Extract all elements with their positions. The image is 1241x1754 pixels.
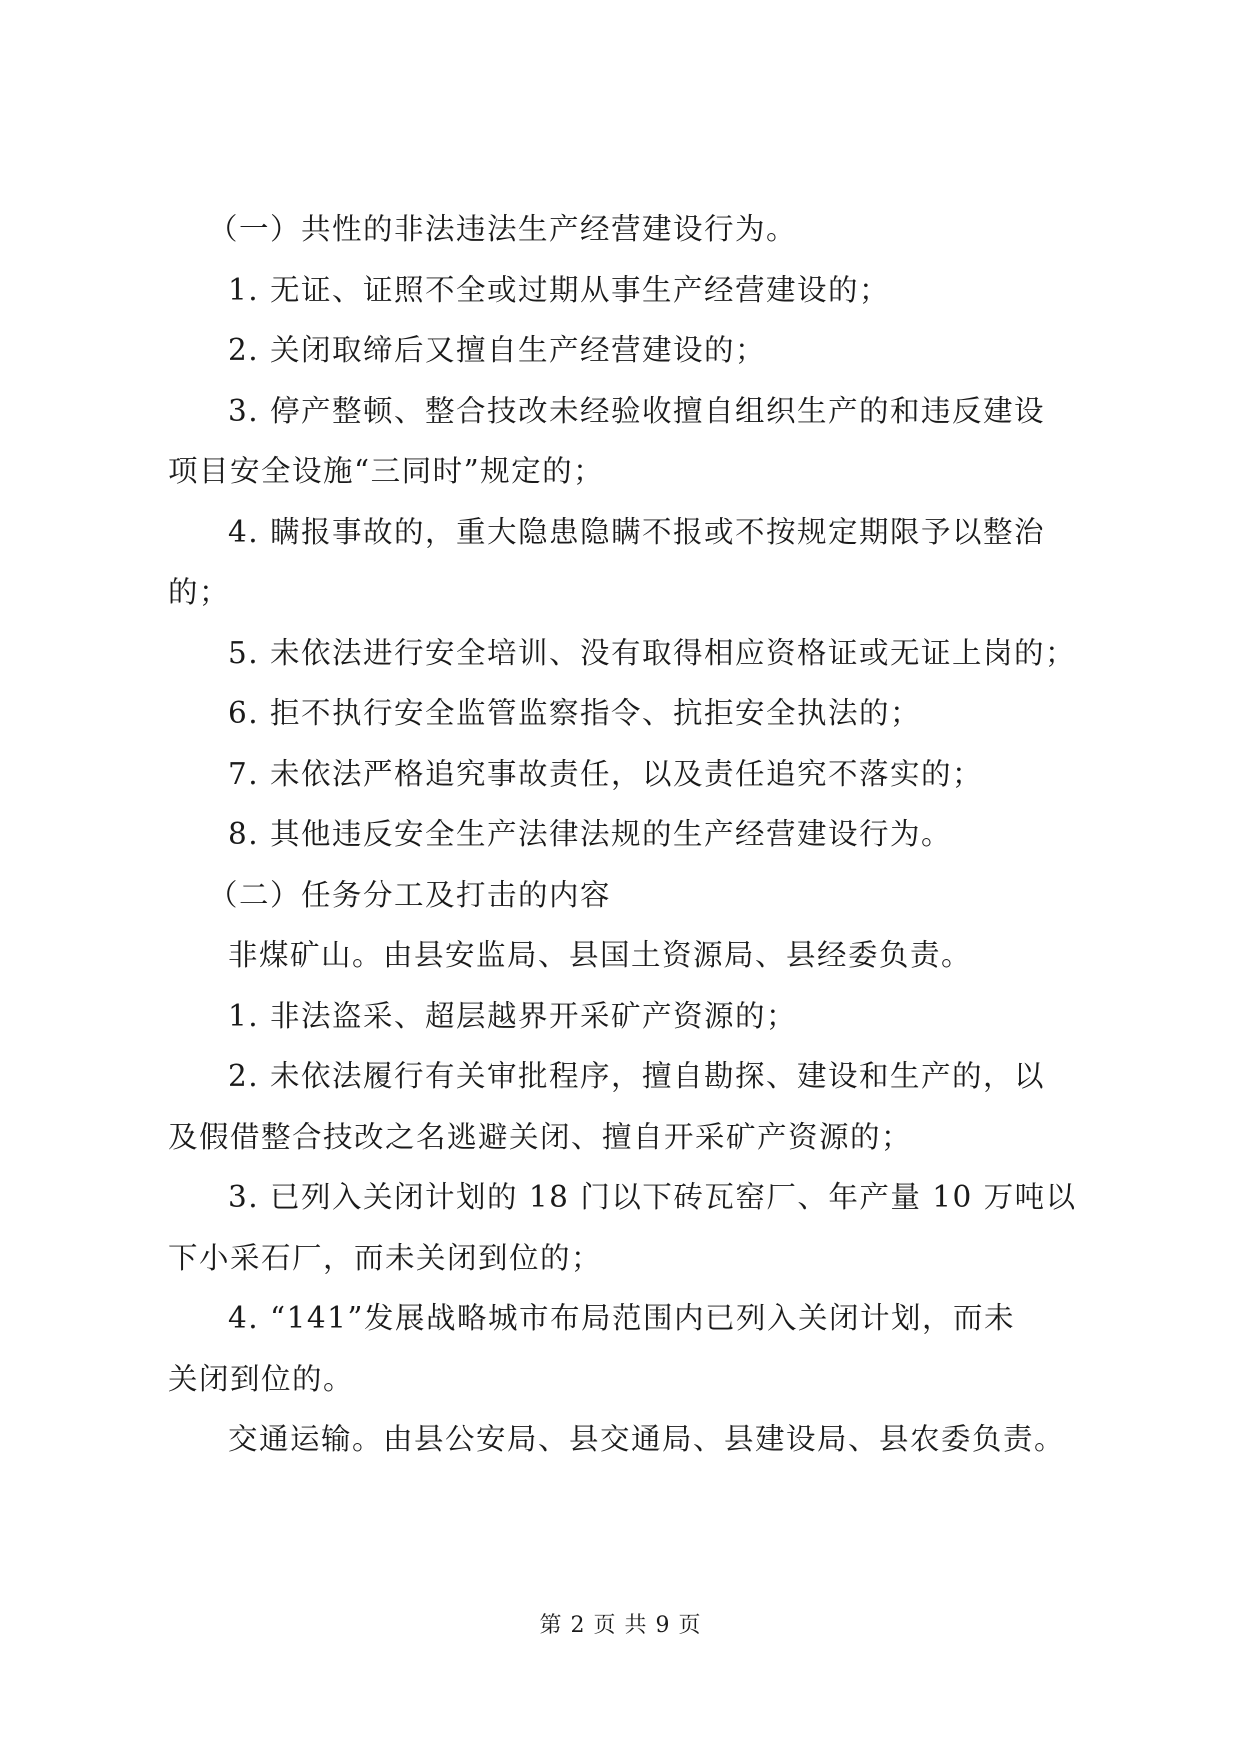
text-line: 3. 已列入关闭计划的 18 门以下砖瓦窑厂、年产量 10 万吨以: [228, 1180, 1077, 1214]
page-footer: 第 2 页 共 9 页: [539, 1613, 702, 1638]
text-line: 非煤矿山。由县安监局、县国土资源局、县经委负责。: [228, 938, 973, 972]
text-line: 项目安全设施“三同时”规定的；: [168, 454, 605, 488]
text-line: 1. 无证、证照不全或过期从事生产经营建设的；: [228, 272, 891, 307]
text-line: 5. 未依法进行安全培训、没有取得相应资格证或无证上岗的；: [228, 635, 1077, 670]
text-line: 6. 拒不执行安全监管监察指令、抗拒安全执法的；: [228, 696, 922, 730]
text-line: 4. 瞒报事故的，重大隐患隐瞒不报或不按规定期限予以整治: [228, 514, 1046, 549]
section-heading: （二）任务分工及打击的内容: [208, 877, 612, 912]
text-line: 关闭到位的。: [168, 1361, 355, 1396]
text-line: 1. 非法盗采、超层越界开采矿产资源的；: [228, 998, 798, 1033]
text-line: 7. 未依法严格追究事故责任，以及责任追究不落实的；: [228, 756, 984, 791]
text-line: 交通运输。由县公安局、县交通局、县建设局、县农委负责。: [228, 1422, 1066, 1456]
document-body: [168, 199, 1088, 1470]
text-line: 2. 未依法履行有关审批程序，擅自勘探、建设和生产的，以: [228, 1059, 1046, 1093]
text-line: 的；: [168, 575, 231, 609]
text-line: 4. “141”发展战略城市布局范围内已列入关闭计划，而未: [228, 1301, 1015, 1335]
text-line: 8. 其他违反安全生产法律法规的生产经营建设行为。: [228, 817, 953, 851]
text-line: 及假借整合技改之名逃避关闭、擅自开采矿产资源的；: [168, 1119, 913, 1154]
text-line: 2. 关闭取缔后又擅自生产经营建设的；: [228, 333, 767, 367]
text-line: 下小采石厂，而未关闭到位的；: [168, 1240, 603, 1275]
section-heading: （一）共性的非法违法生产经营建设行为。: [208, 212, 798, 246]
text-line: 3. 停产整顿、整合技改未经验收擅自组织生产的和违反建设: [228, 393, 1046, 428]
